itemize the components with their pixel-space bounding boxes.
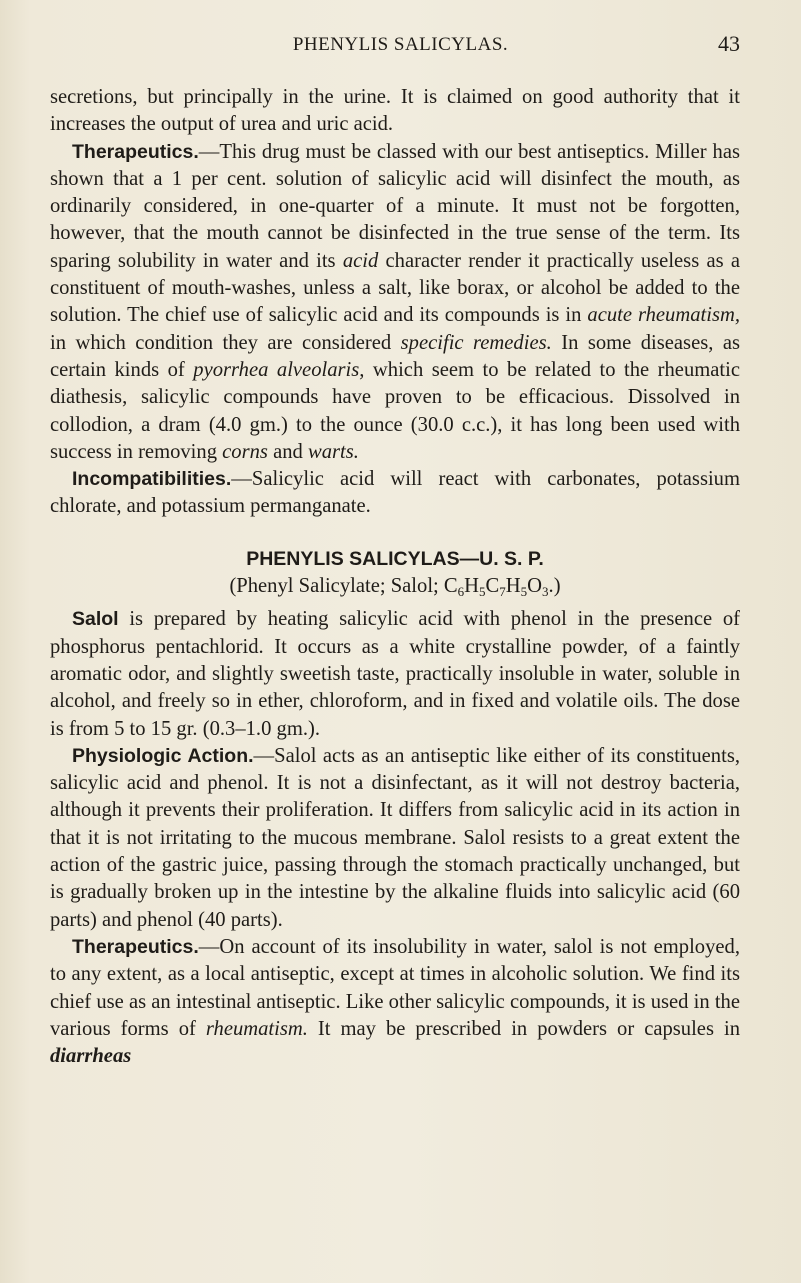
text-run: —This drug must be classed with our best antiseptics. Miller has shown that a 1 per cent. solution of salicylic acid will disinfect the mouth, as ordinarily considered, in one-quarter of a minute. It must not be forgotten, however, that the mouth cannot be disinfected in the true sense of the term. Its sparing solubility in water and its — [50, 140, 740, 272]
runin-heading: Physiologic Action. — [72, 744, 254, 767]
subscript: 5 — [479, 584, 486, 600]
italic-run: acute rheumatism, — [587, 304, 740, 327]
paragraph-text: secretions, but principally in the urine. It is claimed on good authority that it increases the output of urea and uric acid. — [50, 86, 740, 136]
italic-run: pyorrhea alveolaris, — [193, 358, 365, 381]
page-number: 43 — [718, 31, 740, 56]
text-run: It may be prescribed in powders or capsules in — [307, 1017, 740, 1040]
text-run: In some diseases, as certain kinds of — [50, 331, 740, 381]
paragraph-therapeutics — [50, 139, 740, 467]
text-run: —Salol acts as an antiseptic like either of its constituents, salicylic acid and phenol. It is not a disinfectant, as it will not destroy bacteria, although it prevents their proliferation. It differs from salicylic acid in its action in that it is not irritating to the mucous membrane. Salol resists to a great extent the action of the gastric juice, passing through the stomach practically unchanged, but is gradually broken up in the intestine by the alkaline fluids into salicylic acid (60 parts) and phenol (40 parts). — [50, 744, 740, 931]
text-run: and — [267, 440, 308, 463]
formula-element: H — [464, 575, 480, 598]
body-text — [50, 84, 740, 1070]
paragraph-incompatibilities — [50, 466, 740, 521]
subtitle-text: (Phenyl Salicylate; Salol; C — [229, 575, 458, 598]
text-run: in which condition they are considered — [50, 331, 401, 354]
paragraph-therapeutics-salol — [50, 934, 740, 1070]
formula-element: C — [485, 575, 500, 598]
section-subtitle — [50, 573, 740, 600]
paragraph-physiologic-action — [50, 743, 740, 934]
italic-run: corns — [222, 440, 268, 463]
italic-run: specific remedies. — [400, 331, 552, 354]
paragraph-continuation — [50, 84, 740, 139]
italic-run: warts. — [307, 440, 359, 463]
italic-run: diarrheas — [50, 1045, 132, 1068]
paragraph-salol — [50, 606, 740, 742]
subscript: 5 — [520, 584, 528, 600]
runin-heading: Therapeutics. — [72, 140, 199, 163]
subtitle-text: .) — [548, 575, 561, 598]
text-run: —Salicylic acid will react with carbonates, potassium chlorate, and potassium permanganate. — [50, 468, 740, 518]
italic-run: acid — [342, 249, 379, 272]
formula-element: H — [505, 575, 521, 598]
subscript: 7 — [499, 584, 506, 600]
page-header — [0, 31, 801, 64]
running-head: PHENYLIS SALICYLAS. — [292, 34, 509, 55]
subscript: 3 — [542, 584, 549, 600]
italic-run: rheumatism. — [205, 1017, 308, 1040]
subscript: 6 — [457, 584, 465, 600]
text-run: is prepared by heating salicylic acid with phenol in the presence of phosphorus pentachlorid. It occurs as a white crystalline powder, of a faintly aromatic odor, and slightly sweetish taste, practically insoluble in water, soluble in alcohol, and freely so in ether, chloroform, and in fixed and volatile oils. The dose is from 5 to 15 gr. (0.3–1.0 gm.). — [50, 608, 740, 740]
runin-heading: Incompatibilities. — [72, 468, 232, 491]
text-run: —On account of its insolubility in water, salol is not employed, to any extent, as a local antiseptic, except at times in alcoholic solution. We find its chief use as an intestinal antiseptic. Like other salicylic compounds, it is used in the various forms of — [50, 935, 740, 1040]
runin-heading: Therapeutics. — [72, 935, 199, 958]
section-title: PHENYLIS SALICYLAS—U. S. P. — [246, 547, 544, 570]
runin-heading: Salol — [72, 608, 119, 631]
text-run: which seem to be related to the rheumatic diathesis, salicylic compounds have proven to be efficacious. Dissolved in collodion, a dram (4.0 gm.) to the ounce (30.0 c.c.), it has long been used with success in removing — [50, 358, 740, 463]
formula-element: O — [527, 575, 543, 598]
text-run: character render it practically useless as a constituent of mouth-washes, unless a salt, like borax, or alcohol be added to the solution. The chief use of salicylic acid and its compounds is in — [50, 249, 740, 327]
